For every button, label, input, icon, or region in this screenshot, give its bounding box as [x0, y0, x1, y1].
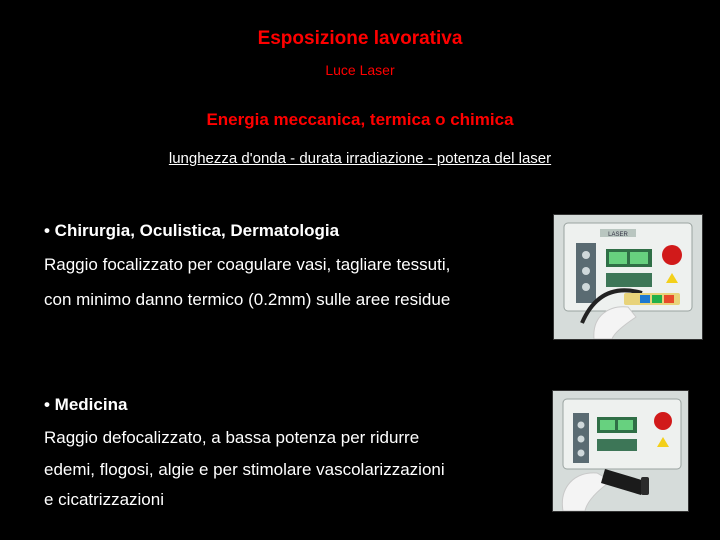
laser-device-photo	[553, 214, 703, 340]
parameters-text: lunghezza d'onda - durata irradiazione - potenza del laser	[168, 150, 552, 167]
laser-device-image	[554, 215, 702, 339]
laser-therapy-image	[553, 391, 688, 511]
slide-title: Esposizione lavorativa	[257, 28, 463, 49]
section-heading-medicine: • Medicina	[44, 395, 128, 414]
energy-heading: Energia meccanica, termica o chimica	[206, 110, 514, 129]
section-line: Raggio defocalizzato, a bassa potenza per ridurre	[44, 428, 420, 447]
section-line: con minimo danno termico (0.2mm) sulle aree residue	[44, 290, 451, 309]
section-line: edemi, flogosi, algie e per stimolare vascolarizzazioni	[44, 460, 445, 479]
section-line: Raggio focalizzato per coagulare vasi, tagliare tessuti,	[44, 255, 451, 274]
section-line: e cicatrizzazioni	[44, 490, 164, 509]
device-label: LASER	[608, 232, 628, 238]
section-heading-surgery: • Chirurgia, Oculistica, Dermatologia	[44, 221, 340, 240]
laser-therapy-photo	[552, 390, 689, 512]
parameters-line	[0, 150, 720, 167]
slide-subtitle: Luce Laser	[325, 62, 395, 78]
